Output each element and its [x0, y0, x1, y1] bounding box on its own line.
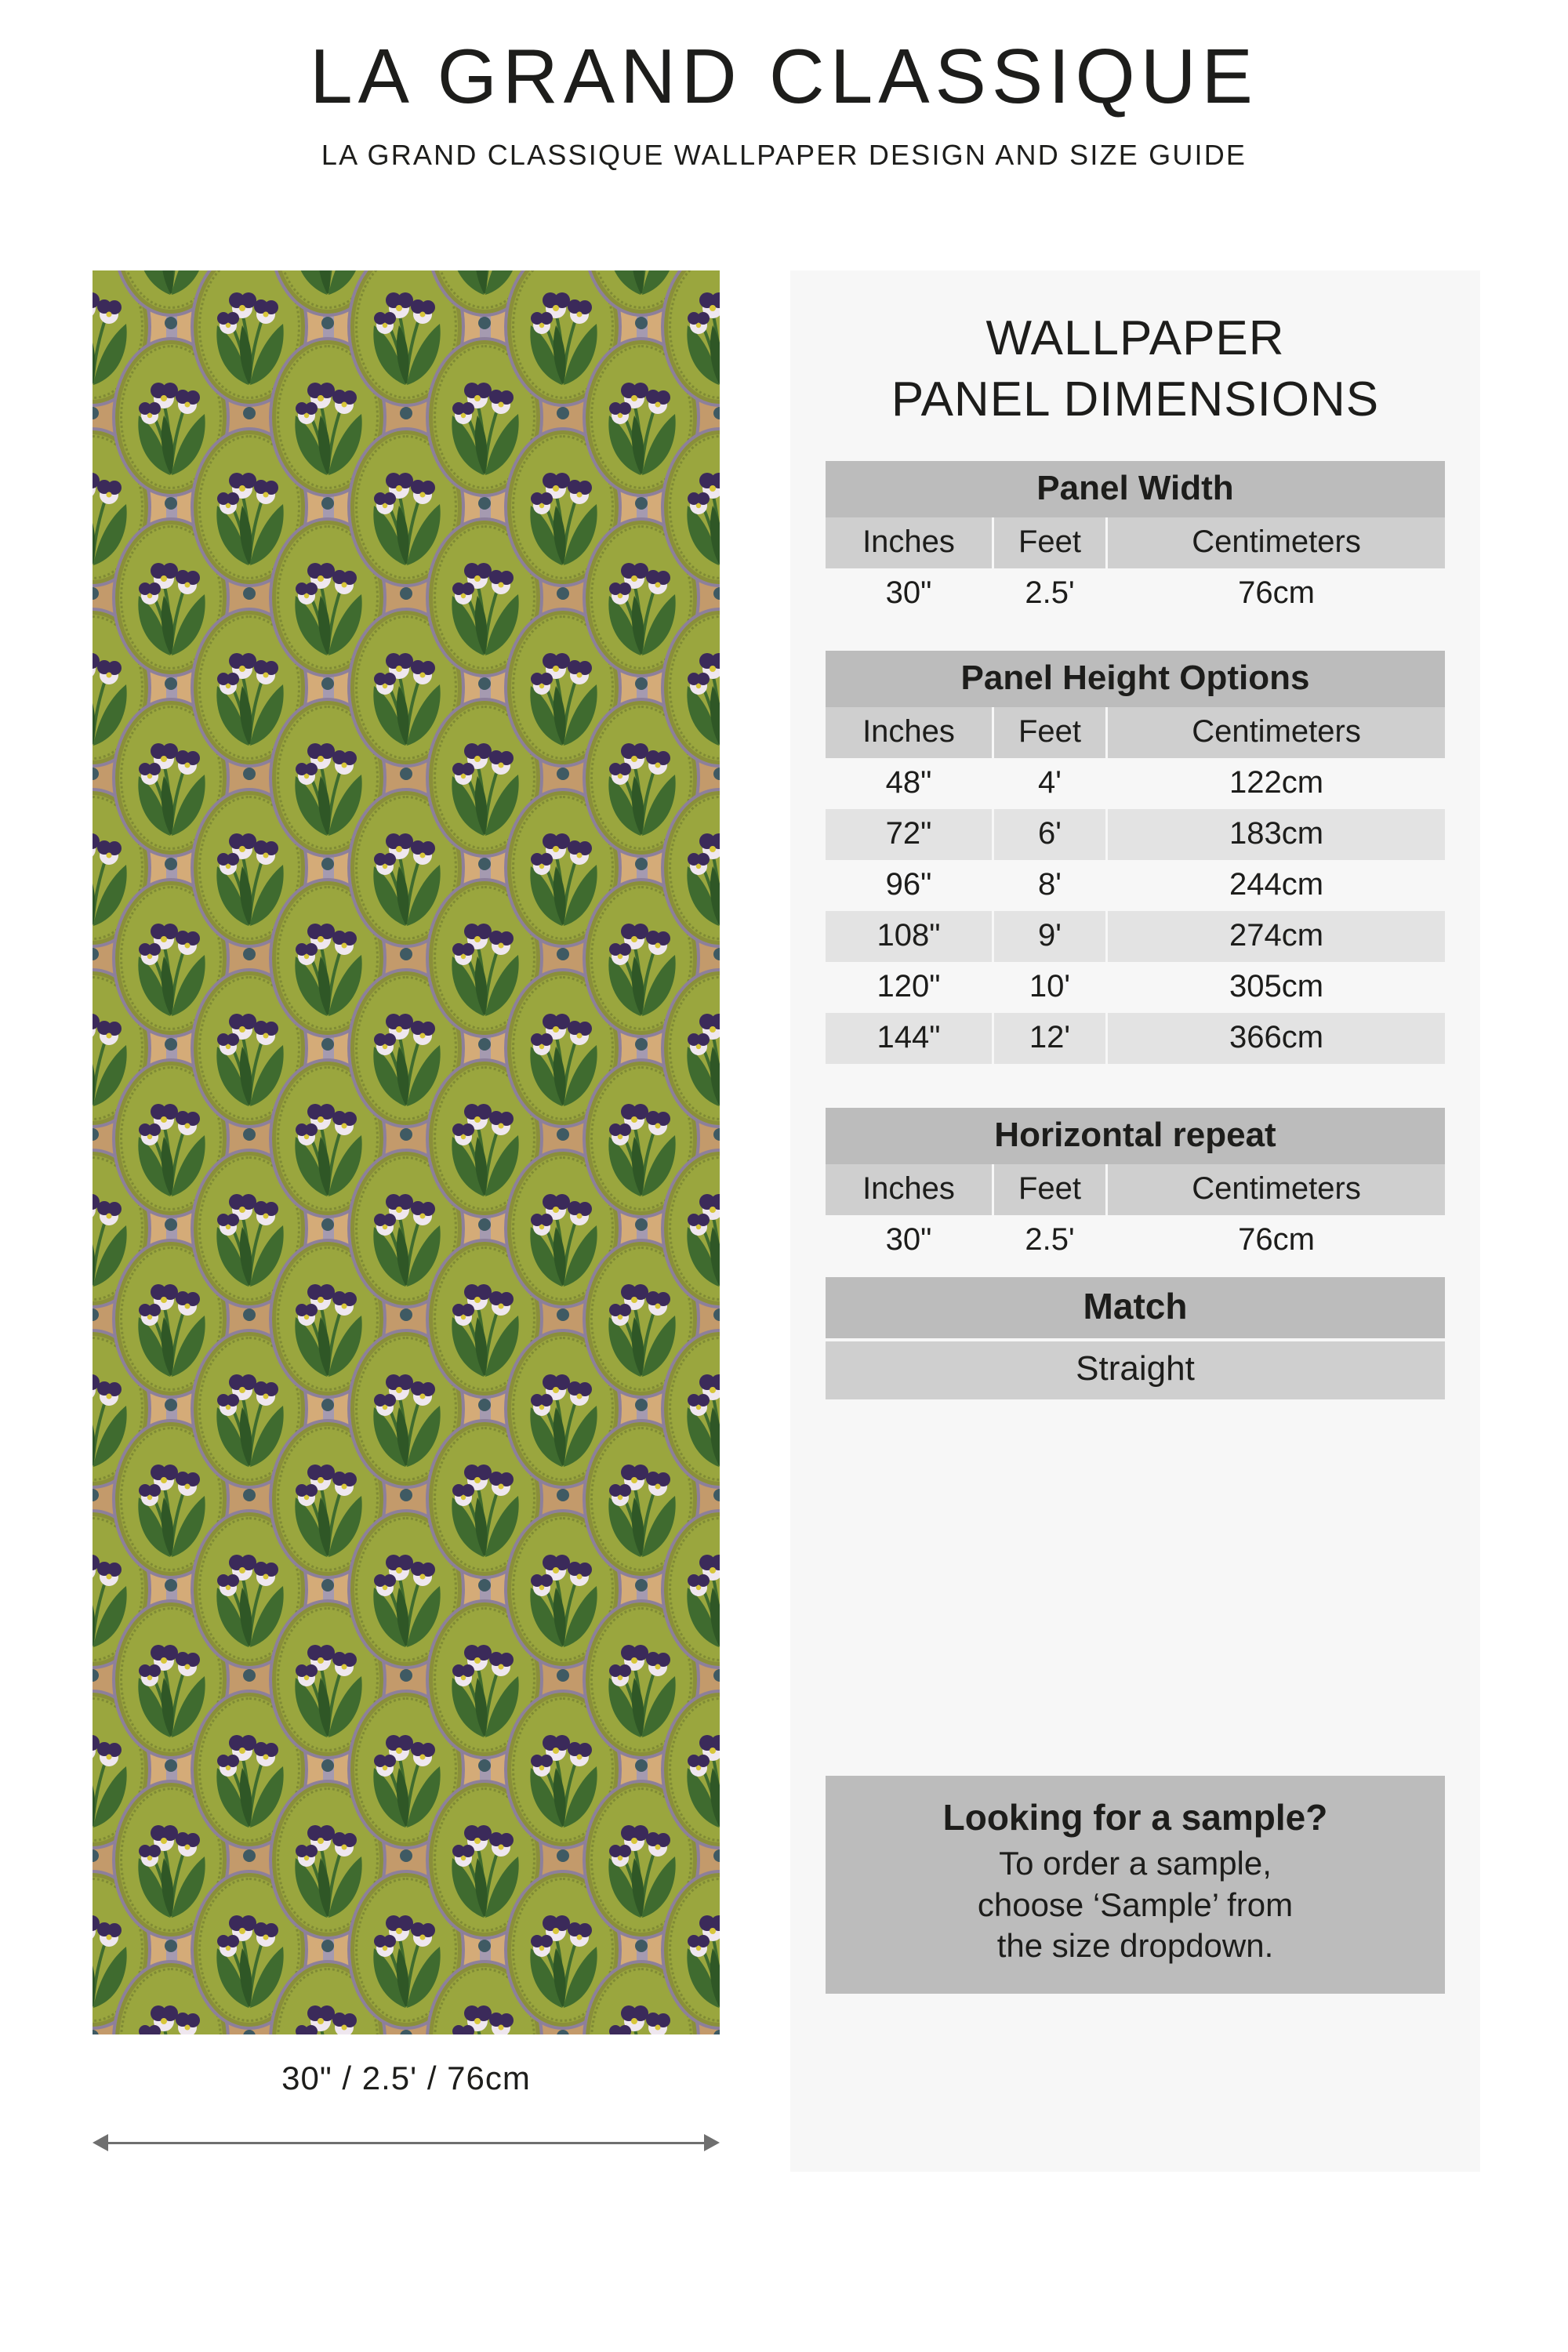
cell-feet: 9'	[994, 911, 1108, 962]
accent-dot	[243, 1308, 256, 1321]
accent-dot	[93, 587, 99, 600]
sample-text-line2: choose ‘Sample’ from	[977, 1886, 1294, 1923]
accent-dot	[713, 768, 720, 780]
accent-dot	[400, 768, 412, 780]
cameo-medallion	[661, 1149, 720, 1308]
accent-dot	[321, 1579, 334, 1592]
table-row	[826, 962, 1445, 1013]
panel-heading	[790, 270, 1480, 430]
cameo-medallion	[661, 788, 720, 948]
width-dimension-arrow	[93, 2129, 720, 2160]
panel-width-table	[826, 461, 1445, 619]
page-title: LA GRAND CLASSIQUE	[310, 33, 1258, 119]
accent-dot	[713, 2030, 720, 2034]
horizontal-repeat-band: Horizontal repeat	[826, 1108, 1445, 1164]
accent-dot	[478, 1579, 491, 1592]
accent-dot	[635, 1038, 648, 1051]
accent-dot	[93, 1308, 99, 1321]
accent-dot	[635, 1579, 648, 1592]
floral-motif-icon	[664, 270, 720, 404]
cell-feet: 2.5'	[994, 568, 1108, 619]
cell-centimeters: 76cm	[1238, 1222, 1315, 1257]
panel-heading-line2: PANEL DIMENSIONS	[891, 372, 1380, 426]
cell-centimeters: 274cm	[1108, 911, 1445, 962]
accent-dot	[478, 497, 491, 510]
floral-motif-icon	[664, 430, 720, 584]
accent-dot	[243, 587, 256, 600]
accent-dot	[165, 497, 177, 510]
accent-dot	[713, 1489, 720, 1501]
main-content	[0, 270, 1568, 2191]
accent-dot	[243, 1128, 256, 1141]
accent-dot	[400, 407, 412, 419]
match-band: Match	[826, 1277, 1445, 1338]
accent-dot	[557, 1128, 569, 1141]
accent-dot	[557, 407, 569, 419]
accent-dot	[713, 587, 720, 600]
cell-centimeters: 244cm	[1229, 867, 1324, 902]
column-header-inches: Inches	[826, 1164, 994, 1215]
accent-dot	[557, 1489, 569, 1501]
accent-dot	[400, 1669, 412, 1682]
dimensions-panel	[790, 270, 1480, 2172]
accent-dot	[321, 1038, 334, 1051]
accent-dot	[400, 1308, 412, 1321]
panel-width-band: Panel Width	[826, 461, 1445, 517]
horizontal-repeat-table	[826, 1108, 1445, 1266]
column-header-inches: Inches	[826, 517, 994, 568]
accent-dot	[165, 858, 177, 870]
accent-dot	[713, 1669, 720, 1682]
column-header-feet: Feet	[994, 517, 1108, 568]
swatch-width-label: 30" / 2.5' / 76cm	[281, 2060, 531, 2096]
accent-dot	[635, 1399, 648, 1411]
arrow-right-icon	[704, 2134, 720, 2151]
sample-title: Looking for a sample?	[942, 1797, 1328, 1838]
accent-dot	[635, 677, 648, 690]
cameo-medallion	[661, 1870, 720, 2030]
table-row	[826, 1013, 1445, 1064]
accent-dot	[478, 858, 491, 870]
cell-centimeters: 183cm	[1108, 809, 1445, 860]
accent-dot	[478, 317, 491, 329]
floral-motif-icon	[664, 971, 720, 1125]
accent-dot	[243, 948, 256, 960]
accent-dot	[557, 2030, 569, 2034]
floral-motif-icon	[664, 791, 720, 945]
accent-dot	[557, 768, 569, 780]
accent-dot	[243, 768, 256, 780]
accent-dot	[93, 407, 99, 419]
accent-dot	[557, 948, 569, 960]
cell-inches: 30"	[826, 1215, 994, 1266]
floral-motif-icon	[664, 1873, 720, 2027]
cameo-medallion	[661, 1329, 720, 1489]
cell-inches: 144"	[826, 1013, 994, 1064]
cameo-medallion	[661, 1690, 720, 1849]
floral-motif-icon	[664, 1693, 720, 1846]
panel-heading-line1: WALLPAPER	[985, 311, 1285, 365]
accent-dot	[165, 677, 177, 690]
cell-feet: 4'	[994, 758, 1108, 809]
accent-dot	[557, 1308, 569, 1321]
sample-text-line3: the size dropdown.	[996, 1927, 1274, 1964]
accent-dot	[321, 1759, 334, 1772]
accent-dot	[635, 1940, 648, 1952]
cell-centimeters: 305cm	[1229, 969, 1324, 1004]
accent-dot	[165, 1579, 177, 1592]
match-value: Straight	[826, 1341, 1445, 1399]
wallpaper-swatch-image	[93, 270, 720, 2034]
accent-dot	[165, 1940, 177, 1952]
panel-height-band: Panel Height Options	[826, 651, 1445, 707]
accent-dot	[243, 407, 256, 419]
accent-dot	[400, 2030, 412, 2034]
accent-dot	[635, 1759, 648, 1772]
panel-height-table	[826, 651, 1445, 1064]
column-header-centimeters: Centimeters	[1108, 707, 1445, 758]
wallpaper-preview	[93, 270, 720, 2160]
column-header-feet: Feet	[994, 1164, 1108, 1215]
horizontal-repeat-header-row	[826, 1164, 1445, 1215]
accent-dot	[400, 1128, 412, 1141]
arrow-line	[100, 2142, 712, 2144]
accent-dot	[321, 1940, 334, 1952]
accent-dot	[478, 1759, 491, 1772]
accent-dot	[557, 1669, 569, 1682]
accent-dot	[635, 497, 648, 510]
accent-dot	[478, 1218, 491, 1231]
accent-dot	[243, 1849, 256, 1862]
accent-dot	[478, 1940, 491, 1952]
accent-dot	[713, 1128, 720, 1141]
accent-dot	[93, 1489, 99, 1501]
accent-dot	[165, 1759, 177, 1772]
cell-feet: 2.5'	[994, 1215, 1108, 1266]
accent-dot	[478, 1399, 491, 1411]
cell-centimeters: 122cm	[1229, 765, 1324, 800]
table-row	[826, 1215, 1445, 1266]
accent-dot	[557, 1849, 569, 1862]
cameo-medallion	[661, 608, 720, 768]
cell-inches: 72"	[826, 809, 994, 860]
accent-dot	[713, 407, 720, 419]
accent-dot	[243, 1489, 256, 1501]
accent-dot	[243, 2030, 256, 2034]
accent-dot	[93, 768, 99, 780]
accent-dot	[243, 1669, 256, 1682]
accent-dot	[93, 1849, 99, 1862]
column-header-inches: Inches	[826, 707, 994, 758]
accent-dot	[400, 1489, 412, 1501]
accent-dot	[400, 587, 412, 600]
cell-feet: 10'	[994, 962, 1108, 1013]
cell-feet: 6'	[994, 809, 1108, 860]
wallpaper-pattern	[93, 270, 720, 2034]
accent-dot	[478, 1038, 491, 1051]
cell-inches: 120"	[826, 962, 994, 1013]
accent-dot	[93, 1669, 99, 1682]
floral-motif-icon	[664, 1332, 720, 1486]
accent-dot	[93, 1128, 99, 1141]
match-table	[826, 1277, 1445, 1399]
cell-inches: 30"	[826, 568, 994, 619]
sample-text	[826, 1843, 1445, 1967]
accent-dot	[400, 948, 412, 960]
column-header-feet: Feet	[994, 707, 1108, 758]
accent-dot	[713, 1849, 720, 1862]
accent-dot	[321, 497, 334, 510]
accent-dot	[321, 677, 334, 690]
cameo-medallion	[661, 968, 720, 1128]
cell-feet: 8'	[994, 860, 1108, 911]
panel-width-header-row	[826, 517, 1445, 568]
accent-dot	[557, 587, 569, 600]
floral-motif-icon	[664, 1512, 720, 1666]
accent-dot	[165, 1218, 177, 1231]
cameo-medallion	[661, 427, 720, 587]
accent-dot	[400, 1849, 412, 1862]
cameo-medallion	[661, 270, 720, 407]
column-header-centimeters: Centimeters	[1108, 1164, 1445, 1215]
cameo-medallion	[661, 1509, 720, 1669]
accent-dot	[635, 317, 648, 329]
cell-inches: 108"	[826, 911, 994, 962]
cell-feet: 12'	[994, 1013, 1108, 1064]
table-row	[826, 758, 1445, 809]
accent-dot	[713, 1308, 720, 1321]
accent-dot	[321, 858, 334, 870]
table-row	[826, 809, 1445, 860]
column-header-centimeters: Centimeters	[1108, 517, 1445, 568]
panel-height-header-row	[826, 707, 1445, 758]
accent-dot	[478, 677, 491, 690]
accent-dot	[93, 2030, 99, 2034]
accent-dot	[713, 948, 720, 960]
accent-dot	[165, 1038, 177, 1051]
page-header	[0, 0, 1568, 172]
page-subtitle: LA GRAND CLASSIQUE WALLPAPER DESIGN AND SIZE GUIDE	[321, 138, 1247, 171]
arrow-left-icon	[93, 2134, 108, 2151]
accent-dot	[321, 317, 334, 329]
table-row	[826, 860, 1445, 911]
accent-dot	[321, 1399, 334, 1411]
cell-centimeters: 76cm	[1238, 575, 1315, 610]
cell-inches: 96"	[826, 860, 994, 911]
cell-centimeters: 366cm	[1108, 1013, 1445, 1064]
cell-inches: 48"	[826, 758, 994, 809]
accent-dot	[165, 317, 177, 329]
accent-dot	[93, 948, 99, 960]
accent-dot	[321, 1218, 334, 1231]
accent-dot	[635, 858, 648, 870]
table-row	[826, 911, 1445, 962]
sample-text-line1: To order a sample,	[999, 1845, 1272, 1882]
accent-dot	[635, 1218, 648, 1231]
accent-dot	[165, 1399, 177, 1411]
sample-info-box	[826, 1776, 1445, 1994]
floral-motif-icon	[664, 611, 720, 764]
floral-motif-icon	[664, 1152, 720, 1305]
table-row	[826, 568, 1445, 619]
